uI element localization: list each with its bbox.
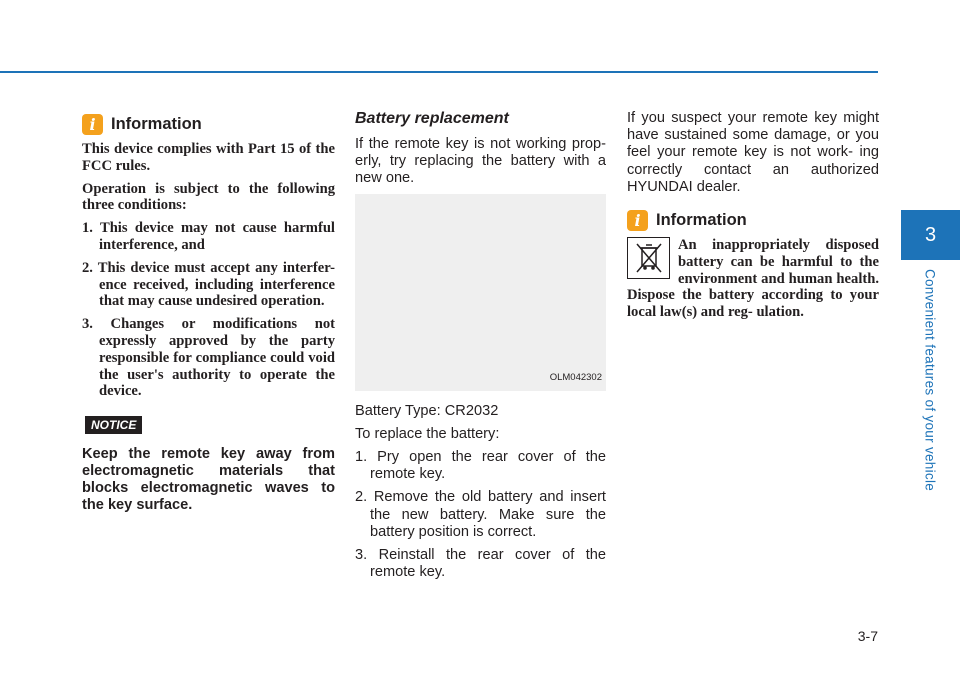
list-item: 2. Remove the old battery and insert the new battery. Make sure the battery position is correct. — [355, 489, 606, 540]
info-heading — [82, 114, 335, 135]
list-item: 3. Reinstall the rear cover of the remote key. — [355, 547, 606, 581]
list-item: 3. Changes or modifications not expressly approved by the party responsible for compliance could void the user's authority to operate the device. — [82, 316, 335, 400]
notice-text: Keep the remote key away from electromagnetic materials that blocks electromagnetic waves to the key surface. — [82, 446, 335, 514]
disposal-info — [627, 237, 879, 321]
section-title: Battery replacement — [355, 110, 509, 127]
damage-paragraph: If you suspect your remote key might have sustained some damage, or you feel your remote key is not work- ing correctly contact an authorized HYUNDAI dealer. — [627, 110, 879, 195]
column-2 — [355, 110, 606, 587]
notice-badge: NOTICE — [85, 416, 142, 434]
info-heading — [627, 210, 879, 231]
column-1 — [82, 110, 335, 514]
info-title: Information — [656, 211, 747, 230]
fcc-info-body — [82, 141, 335, 400]
page-number: 3-7 — [857, 628, 878, 644]
intro-paragraph: If the remote key is not working prop- erly, try replacing the battery with a new one. — [355, 136, 606, 187]
figure-code: OLM042302 — [549, 372, 602, 384]
fcc-paragraph: This device complies with Part 15 of the FCC rules. — [82, 141, 335, 174]
conditions-list — [82, 220, 335, 400]
replace-intro: To replace the battery: — [355, 425, 500, 442]
list-item: 2. This device must accept any interfer- ence received, including interference that may cause undesired operation. — [82, 259, 335, 310]
chapter-title: Convenient features of your vehicle — [922, 268, 938, 492]
disposal-text: An inappropriately disposed battery can be harmful to the environment and human health. Dispose the battery according to your local law(s) and reg- ulation. — [627, 237, 879, 321]
chapter-tab — [901, 210, 960, 260]
info-icon: i — [627, 210, 648, 231]
conditions-paragraph: Operation is subject to the following three conditions: — [82, 180, 335, 214]
info-title: Information — [111, 115, 202, 133]
info-icon: i — [82, 114, 103, 135]
list-item: 1. This device may not cause harmful interference, and — [82, 220, 335, 253]
column-3 — [627, 110, 879, 321]
battery-type: Battery Type: CR2032 — [355, 402, 499, 419]
list-item: 1. Pry open the rear cover of the remote key. — [355, 449, 606, 483]
crossed-bin-icon — [627, 237, 670, 279]
replace-steps — [355, 449, 606, 581]
battery-body — [355, 136, 606, 581]
remote-key-figure — [355, 194, 606, 391]
chapter-number: 3 — [924, 223, 937, 246]
header-rule — [0, 71, 878, 73]
